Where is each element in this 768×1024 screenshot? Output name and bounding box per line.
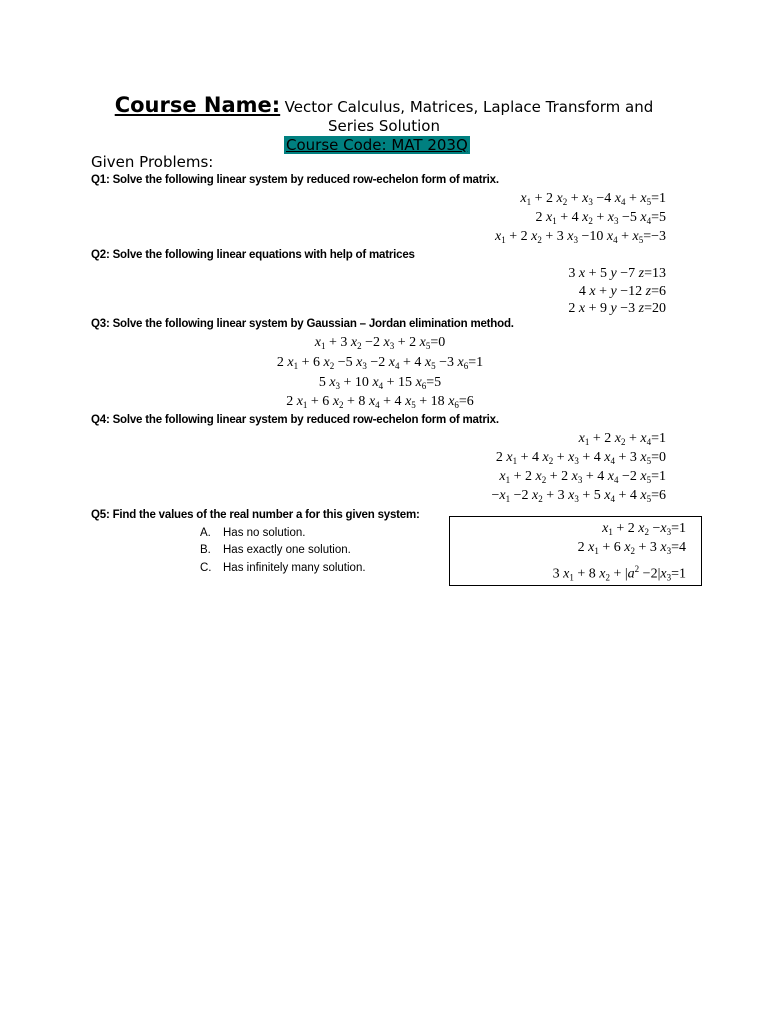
q4-equation-2: 2 $x_1 + 4$ $x_2 + x_3 + 4$ $x_4 + 3$ $x_5=0$ [495,450,666,466]
course-code: Course Code: MAT 203Q [286,136,468,154]
q5-equation-3: 3 $x_1 + 8$ $x_2 + |a^2 -2|x_3=1$ [552,564,686,583]
option-c-text: Has infinitely many solution. [223,562,366,574]
question-3: Q3: Solve the following linear system by Gaussian – Jordan elimination method. [91,318,514,330]
course-name-line [0,93,768,120]
option-c [200,562,366,574]
question-1: Q1: Solve the following linear system by reduced row-echelon form of matrix. [91,174,499,186]
option-a-letter: A. [200,527,211,539]
q3-equation-3: 5 $x_3 + 10$ $x_4 + 15$ $x_6=5$ [318,375,442,391]
option-b-letter: B. [200,544,211,556]
option-c-letter: C. [200,562,212,574]
option-a-text: Has no solution. [223,527,306,539]
course-name-label: Course Name: [114,93,281,117]
q2-equation-2: 4 x + y −12 z=6 [578,284,666,299]
question-2: Q2: Solve the following linear equations with help of matrices [91,249,415,261]
course-title-line1: Vector Calculus, Matrices, Laplace Transform and [284,98,654,116]
option-a [200,527,306,539]
q3-equation-4: 2 $x_1 + 6$ $x_2 + 8$ $x_4 + 4$ $x_5 + 18$ $x_6=6$ [286,394,474,410]
q1-equation-3: $x_1 + 2$ $x_2 + 3$ $x_3 -10$ $x_4 + x_5=-3$ [494,229,666,245]
q3-equation-1: $x_1 + 3$ $x_2 -2$ $x_3 + 2$ $x_5=0$ [314,335,446,351]
q5-equation-2: 2 $x_1 + 6$ $x_2 + 3$ $x_3=4$ [577,540,686,556]
q5-equation-1: $x_1 + 2$ $x_2 -x_3=1$ [602,521,686,537]
q4-equation-4: $-x_1 -2$ $x_2 + 3$ $x_3 + 5$ $x_4 + 4$ $x_5=6$ [491,488,666,504]
q1-equation-1: $x_1 + 2$ $x_2 + x_3 -4$ $x_4 + x_5=1$ [520,191,666,207]
q1-equation-2: 2 $x_1 + 4$ $x_2 + x_3 -5$ $x_4=5$ [535,210,666,226]
q2-equation-1: 3 x + 5 y −7 z=13 [568,266,666,281]
option-b [200,544,351,556]
q3-equation-2: 2 $x_1 + 6$ $x_2 -5$ $x_3 -2$ $x_4 + 4$ $x_5 -3$ $x_6=1$ [276,355,484,371]
course-title-line2: Series Solution [327,117,440,135]
question-5: Q5: Find the values of the real number a for this given system: [91,509,420,521]
given-problems-heading: Given Problems: [91,153,214,171]
q2-equation-3: 2 x + 9 y −3 z=20 [568,301,666,316]
question-4: Q4: Solve the following linear system by reduced row-echelon form of matrix. [91,414,499,426]
option-b-text: Has exactly one solution. [223,544,351,556]
q4-equation-1: $x_1 + 2$ $x_2 + x_4=1$ [578,431,666,447]
q4-equation-3: $x_1 + 2$ $x_2 + 2$ $x_3 + 4$ $x_4 -2$ $x_5=1$ [499,469,666,485]
